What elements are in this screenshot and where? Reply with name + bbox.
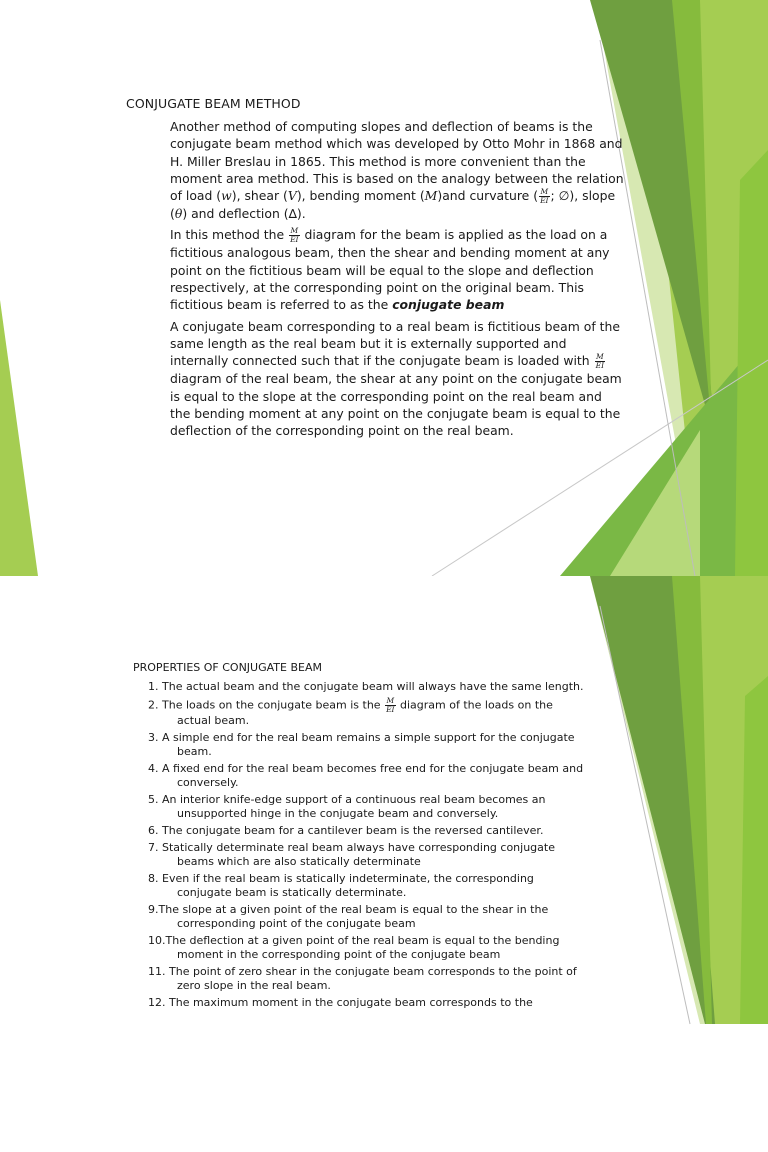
list-item: 7. Statically determinate real beam always have corresponding conjugate beams which are also statically determinate xyxy=(148,841,555,868)
slide-title: PROPERTIES OF CONJUGATE BEAM xyxy=(133,661,322,674)
list-item: 6. The conjugate beam for a cantilever beam is the reversed cantilever. xyxy=(148,824,544,837)
paragraph: In this method the $\frac{M}{EI}$ diagram for the beam is applied as the load on a fictitious analogous beam, then the shear and bending moment at any point on the fictitious beam will be equal to the slope and deflection respectively, at the corresponding point on the original beam. This fictitious beam is referred to as the conjugate beam xyxy=(170,226,610,313)
list-item: 10.The deflection at a given point of the real beam is equal to the bending moment in the corresponding point of the conjugate beam xyxy=(148,934,560,961)
slide-properties-of-conjugate-beam xyxy=(0,576,768,1152)
fraction-m-over-ei: $\frac{M}{EI}$ xyxy=(595,352,605,371)
list-item: 3. A simple end for the real beam remains a simple support for the conjugate beam. xyxy=(148,731,575,758)
fraction-m-over-ei: $\frac{M}{EI}$ xyxy=(290,226,299,245)
paragraph: A conjugate beam corresponding to a real beam is fictitious beam of the same length as the real beam but it is externally supported and internally connected such that if the conjugate beam is loaded with $\frac{M}{EI}$ diagram of the real beam, the shear at any point on the conjugate beam is equal to the slope at the corresponding point on the real beam and the bending moment at any point on the conjugate beam is equal to the deflection of the corresponding point on the real beam. xyxy=(170,318,622,439)
emphasis-conjugate-beam: conjugate beam xyxy=(392,297,505,313)
list-item: 12. The maximum moment in the conjugate beam corresponds to the xyxy=(148,996,533,1009)
list-item: 9.The slope at a given point of the real beam is equal to the shear in the corresponding point of the conjugate beam xyxy=(148,903,549,930)
list-item: 4. A fixed end for the real beam becomes free end for the conjugate beam and conversely. xyxy=(148,762,584,789)
list-item: 2. The loads on the conjugate beam is the $\frac{M}{EI}$ diagram of the loads on the actual beam. xyxy=(148,696,553,727)
fraction-m-over-ei: $\frac{M}{EI}$ xyxy=(540,187,549,206)
properties-list xyxy=(148,680,618,1013)
fraction-m-over-ei: $\frac{M}{EI}$ xyxy=(386,696,395,714)
slide-body xyxy=(170,118,626,443)
list-item: 5. An interior knife-edge support of a continuous real beam becomes an unsupported hinge in the conjugate beam and conversely. xyxy=(148,793,546,820)
list-item: 11. The point of zero shear in the conjugate beam corresponds to the point of zero slope in the real beam. xyxy=(148,965,577,992)
list-item: 8. Even if the real beam is statically indeterminate, the corresponding conjugate beam is statically determinate. xyxy=(148,872,534,899)
left-green-shard xyxy=(0,300,38,576)
list-item: 1. The actual beam and the conjugate beam will always have the same length. xyxy=(148,680,584,693)
slide-title: CONJUGATE BEAM METHOD xyxy=(126,96,301,111)
paragraph: Another method of computing slopes and deflection of beams is the conjugate beam method which was developed by Otto Mohr in 1868 and H. Miller Breslau in 1865. This method is more convenient than the moment area method. This is based on the analogy between the relation of load (w), shear (V), bending moment (M)and curvature ( $\frac{M}{EI}$ ; ∅), slope (θ) and deflection (∆). xyxy=(170,119,624,222)
